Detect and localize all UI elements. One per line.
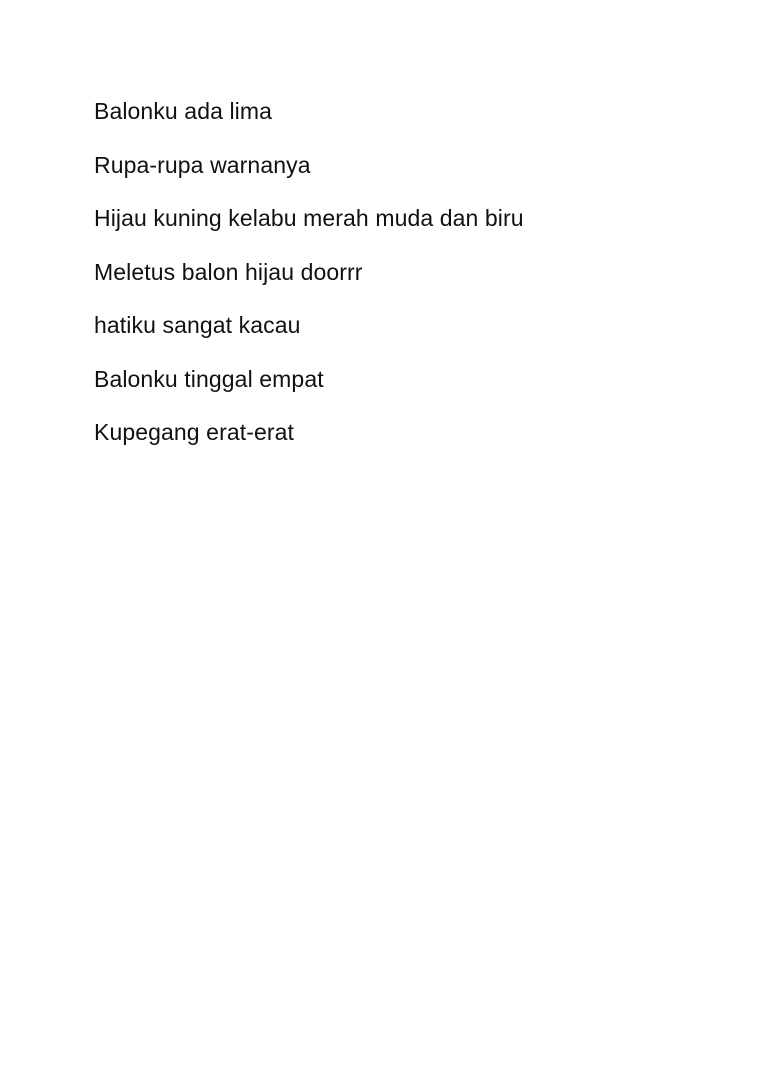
lyrics-line-5: hatiku sangat kacau (94, 312, 301, 338)
lyrics-line-3: Hijau kuning kelabu merah muda dan biru (94, 205, 524, 231)
lyrics-line-7: Kupegang erat-erat (94, 419, 294, 445)
lyrics-line-4: Meletus balon hijau doorrr (94, 258, 363, 285)
lyrics-text (94, 94, 524, 469)
lyrics-line-2: Rupa-rupa warnanya (94, 151, 311, 178)
lyrics-line-1: Balonku ada lima (94, 98, 273, 124)
lyrics-line-6: Balonku tinggal empat (94, 365, 324, 392)
